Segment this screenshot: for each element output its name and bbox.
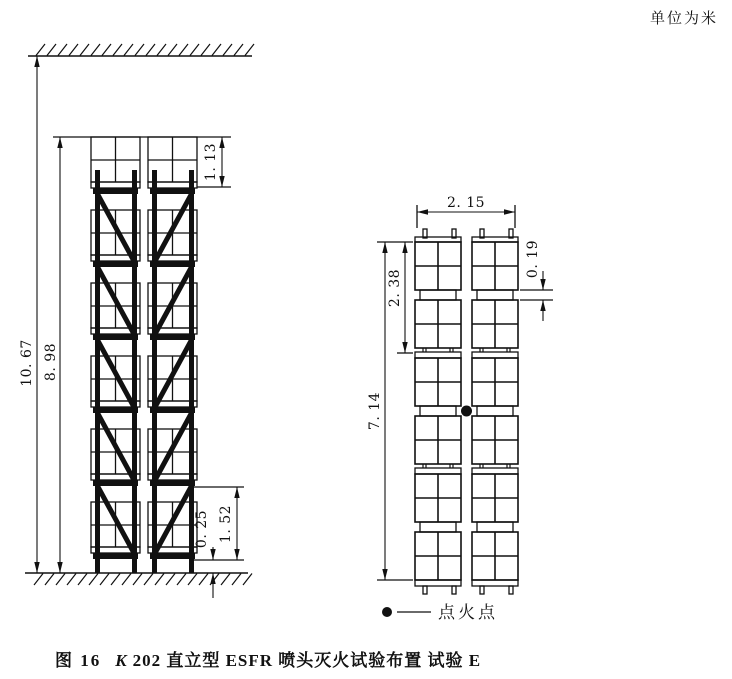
caption-title: 202 直立型 ESFR 喷头灭火试验布置 试验 E: [132, 651, 482, 670]
dim-overall-height: [19, 56, 37, 573]
dim-two-tier-height: [387, 242, 413, 353]
legend-ignition-point: [382, 603, 498, 622]
floor: [25, 573, 252, 585]
legend-dot-icon: [382, 607, 392, 617]
ceiling-hatch: [36, 44, 254, 56]
ceiling: [28, 44, 254, 56]
legend-label: 点火点: [438, 603, 498, 622]
storage-height-label: 8. 98: [43, 342, 59, 382]
ignition-point-dot: [461, 406, 472, 417]
figure-number: 图 16: [55, 651, 102, 670]
bottom-tier-height-label: 1. 52: [218, 504, 234, 544]
unit-note: 单位为米: [649, 11, 718, 27]
caption-k-factor: K: [115, 651, 128, 670]
figure-caption: [55, 646, 481, 671]
floor-hatch: [34, 574, 252, 586]
rack-frame-posts-beams-braces: [93, 170, 195, 573]
stack-height-label: 7. 14: [367, 391, 383, 431]
stack-side-view: [415, 229, 518, 594]
top-tier-height-label: 1. 13: [203, 142, 219, 182]
two-tier-height-label: 2. 38: [387, 268, 403, 308]
rack-front-view: [91, 137, 197, 573]
pallet-gap-label: 0. 19: [525, 239, 541, 279]
dim-pallet-gap: [520, 240, 553, 321]
dim-stack-width: [417, 195, 515, 228]
rack-commodity-boxes: [91, 137, 197, 553]
floor-clearance-label: 0. 25: [194, 509, 210, 549]
stack-width-label: 2. 15: [446, 195, 486, 211]
overall-height-label: 10. 67: [19, 339, 35, 387]
dim-top-tier-height: [197, 137, 231, 187]
